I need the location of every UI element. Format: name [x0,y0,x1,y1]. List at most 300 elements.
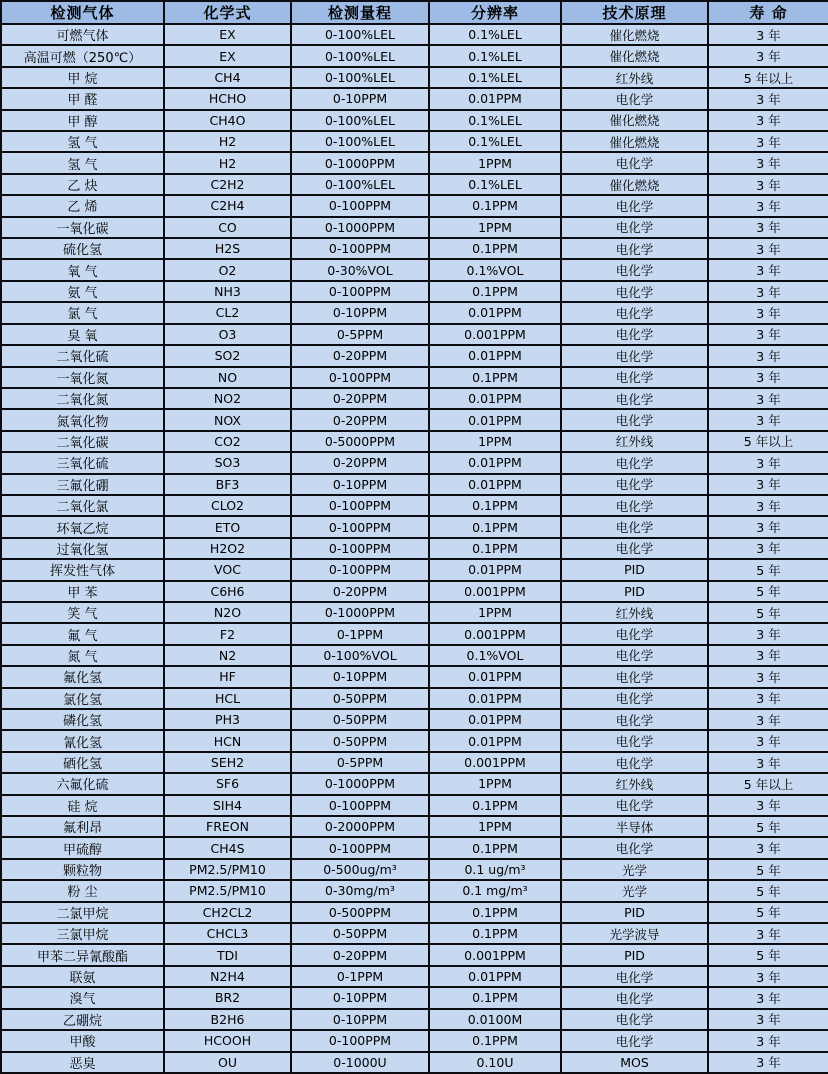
cell-resolution: 0.01PPM [429,559,561,580]
cell-resolution: 0.10U [429,1052,561,1074]
table-row [1,67,828,88]
cell-principle: 电化学 [561,688,708,709]
cell-principle: 半导体 [561,816,708,837]
table-row [1,495,828,516]
cell-gas: 乙硼烷 [1,1009,164,1030]
cell-gas: 氧 气 [1,259,164,280]
cell-resolution: 0.1PPM [429,795,561,816]
cell-resolution: 0.01PPM [429,474,561,495]
table-row [1,1009,828,1030]
header-gas: 检测气体 [1,1,164,24]
cell-range: 0-100%VOL [291,645,429,666]
cell-gas: 可燃气体 [1,24,164,45]
cell-range: 0-1000PPM [291,152,429,173]
cell-formula: TDI [164,944,291,965]
cell-resolution: 0.01PPM [429,452,561,473]
cell-resolution: 0.1PPM [429,516,561,537]
cell-principle: 光学 [561,859,708,880]
cell-resolution: 0.01PPM [429,388,561,409]
cell-resolution: 1PPM [429,431,561,452]
cell-resolution: 0.1 mg/m³ [429,880,561,901]
cell-formula: BF3 [164,474,291,495]
cell-gas: 三氧化硫 [1,452,164,473]
cell-gas: 一氧化碳 [1,217,164,238]
cell-principle: 电化学 [561,88,708,109]
table-row [1,623,828,644]
cell-lifespan: 3 年 [708,110,828,131]
table-row [1,1052,828,1074]
cell-gas: 甲 烷 [1,67,164,88]
cell-resolution: 0.1%VOL [429,259,561,280]
cell-range: 0-10PPM [291,666,429,687]
table-row [1,131,828,152]
cell-range: 0-20PPM [291,345,429,366]
cell-lifespan: 3 年 [708,1009,828,1030]
cell-lifespan: 5 年 [708,816,828,837]
cell-gas: 挥发性气体 [1,559,164,580]
cell-principle: 电化学 [561,538,708,559]
cell-formula: SIH4 [164,795,291,816]
cell-gas: 二氧化氯 [1,495,164,516]
cell-gas: 恶臭 [1,1052,164,1074]
cell-principle: 电化学 [561,388,708,409]
cell-formula: N2H4 [164,966,291,987]
cell-lifespan: 3 年 [708,174,828,195]
cell-resolution: 0.001PPM [429,752,561,773]
cell-lifespan: 3 年 [708,1052,828,1074]
cell-principle: 电化学 [561,966,708,987]
cell-gas: 氢 气 [1,152,164,173]
cell-principle: 电化学 [561,302,708,323]
cell-resolution: 0.001PPM [429,623,561,644]
cell-range: 0-100PPM [291,795,429,816]
cell-principle: 红外线 [561,67,708,88]
cell-lifespan: 3 年 [708,152,828,173]
cell-principle: 电化学 [561,474,708,495]
cell-lifespan: 3 年 [708,666,828,687]
cell-gas: 溴气 [1,987,164,1008]
cell-lifespan: 5 年以上 [708,431,828,452]
cell-principle: 电化学 [561,217,708,238]
cell-formula: NO [164,367,291,388]
cell-formula: ETO [164,516,291,537]
cell-principle: 红外线 [561,773,708,794]
cell-principle: MOS [561,1052,708,1074]
table-row [1,217,828,238]
cell-gas: 氟化氢 [1,666,164,687]
cell-formula: F2 [164,623,291,644]
cell-gas: 氮 气 [1,645,164,666]
cell-lifespan: 3 年 [708,795,828,816]
cell-resolution: 0.0100M [429,1009,561,1030]
cell-resolution: 0.1%LEL [429,67,561,88]
cell-principle: 催化燃烧 [561,131,708,152]
cell-principle: 电化学 [561,516,708,537]
header-resolution: 分辨率 [429,1,561,24]
cell-principle: 电化学 [561,623,708,644]
cell-formula: H2 [164,152,291,173]
cell-lifespan: 3 年 [708,709,828,730]
table-row [1,987,828,1008]
cell-range: 0-5PPM [291,324,429,345]
cell-principle: 电化学 [561,259,708,280]
cell-formula: HF [164,666,291,687]
table-row [1,88,828,109]
table-row [1,966,828,987]
cell-principle: 催化燃烧 [561,110,708,131]
table-row [1,795,828,816]
cell-principle: PID [561,902,708,923]
cell-lifespan: 5 年 [708,902,828,923]
cell-formula: C2H2 [164,174,291,195]
cell-gas: 氟利昂 [1,816,164,837]
table-row [1,281,828,302]
cell-lifespan: 3 年 [708,281,828,302]
cell-gas: 甲酸 [1,1030,164,1051]
cell-resolution: 0.001PPM [429,324,561,345]
cell-range: 0-2000PPM [291,816,429,837]
cell-lifespan: 3 年 [708,324,828,345]
table-row [1,837,828,858]
header-principle: 技术原理 [561,1,708,24]
cell-principle: 电化学 [561,752,708,773]
cell-formula: CO [164,217,291,238]
cell-lifespan: 3 年 [708,409,828,430]
cell-gas: 颗粒物 [1,859,164,880]
cell-lifespan: 5 年 [708,602,828,623]
cell-gas: 二氧化硫 [1,345,164,366]
cell-lifespan: 3 年 [708,688,828,709]
cell-gas: 氨 气 [1,281,164,302]
cell-range: 0-10PPM [291,88,429,109]
cell-formula: SO2 [164,345,291,366]
cell-lifespan: 3 年 [708,837,828,858]
cell-range: 0-100%LEL [291,131,429,152]
cell-formula: CH4S [164,837,291,858]
cell-gas: 乙 炔 [1,174,164,195]
cell-gas: 氮氧化物 [1,409,164,430]
cell-lifespan: 5 年 [708,859,828,880]
cell-resolution: 0.1PPM [429,923,561,944]
table-row [1,45,828,66]
cell-principle: 电化学 [561,987,708,1008]
cell-lifespan: 3 年 [708,645,828,666]
table-row [1,666,828,687]
cell-formula: C6H6 [164,581,291,602]
cell-formula: FREON [164,816,291,837]
cell-range: 0-50PPM [291,730,429,751]
cell-resolution: 0.1%LEL [429,174,561,195]
cell-gas: 硅 烷 [1,795,164,816]
cell-formula: OU [164,1052,291,1074]
table-body [1,24,828,1073]
cell-gas: 甲硫醇 [1,837,164,858]
cell-formula: CLO2 [164,495,291,516]
table-row [1,538,828,559]
table-row [1,645,828,666]
cell-resolution: 0.1PPM [429,902,561,923]
cell-resolution: 0.1PPM [429,281,561,302]
cell-lifespan: 3 年 [708,259,828,280]
cell-principle: 电化学 [561,709,708,730]
cell-range: 0-100PPM [291,538,429,559]
cell-resolution: 0.01PPM [429,409,561,430]
cell-resolution: 0.01PPM [429,88,561,109]
cell-lifespan: 3 年 [708,217,828,238]
cell-resolution: 0.01PPM [429,302,561,323]
cell-resolution: 0.001PPM [429,944,561,965]
cell-gas: 硫化氢 [1,238,164,259]
cell-lifespan: 3 年 [708,516,828,537]
cell-lifespan: 3 年 [708,452,828,473]
table-row [1,452,828,473]
cell-lifespan: 3 年 [708,131,828,152]
cell-lifespan: 5 年 [708,880,828,901]
cell-formula: PH3 [164,709,291,730]
cell-range: 0-5PPM [291,752,429,773]
cell-gas: 笑 气 [1,602,164,623]
cell-lifespan: 3 年 [708,623,828,644]
cell-resolution: 1PPM [429,602,561,623]
table-row [1,345,828,366]
cell-range: 0-1PPM [291,966,429,987]
cell-gas: 二氧化氮 [1,388,164,409]
cell-resolution: 0.01PPM [429,666,561,687]
cell-range: 0-100%LEL [291,24,429,45]
table-row [1,752,828,773]
table-row [1,1030,828,1051]
cell-range: 0-5000PPM [291,431,429,452]
cell-principle: 电化学 [561,666,708,687]
cell-formula: C2H4 [164,195,291,216]
table-row [1,431,828,452]
cell-formula: CO2 [164,431,291,452]
cell-range: 0-100PPM [291,367,429,388]
cell-gas: 臭 氧 [1,324,164,345]
cell-formula: CL2 [164,302,291,323]
cell-range: 0-100%LEL [291,110,429,131]
cell-formula: PM2.5/PM10 [164,859,291,880]
header-row [1,1,828,24]
cell-range: 0-20PPM [291,944,429,965]
cell-gas: 甲苯二异氰酸酯 [1,944,164,965]
cell-range: 0-10PPM [291,1009,429,1030]
cell-resolution: 0.01PPM [429,709,561,730]
cell-formula: SO3 [164,452,291,473]
cell-range: 0-100%LEL [291,45,429,66]
cell-formula: NH3 [164,281,291,302]
cell-resolution: 1PPM [429,816,561,837]
cell-lifespan: 3 年 [708,88,828,109]
cell-resolution: 0.1%LEL [429,45,561,66]
table-row [1,24,828,45]
cell-resolution: 1PPM [429,152,561,173]
cell-range: 0-100PPM [291,559,429,580]
cell-principle: PID [561,581,708,602]
cell-formula: N2 [164,645,291,666]
cell-lifespan: 3 年 [708,966,828,987]
cell-principle: 电化学 [561,367,708,388]
cell-formula: SF6 [164,773,291,794]
table-row [1,880,828,901]
cell-resolution: 0.01PPM [429,688,561,709]
cell-resolution: 1PPM [429,217,561,238]
cell-gas: 硒化氢 [1,752,164,773]
cell-lifespan: 3 年 [708,495,828,516]
cell-principle: 电化学 [561,495,708,516]
cell-gas: 氯 气 [1,302,164,323]
cell-range: 0-1000PPM [291,773,429,794]
cell-principle: 电化学 [561,452,708,473]
cell-formula: HCOOH [164,1030,291,1051]
cell-formula: O2 [164,259,291,280]
cell-lifespan: 3 年 [708,45,828,66]
table-row [1,773,828,794]
cell-formula: BR2 [164,987,291,1008]
cell-range: 0-20PPM [291,409,429,430]
cell-principle: 电化学 [561,1030,708,1051]
cell-resolution: 0.1PPM [429,495,561,516]
cell-range: 0-100PPM [291,195,429,216]
cell-range: 0-100PPM [291,516,429,537]
cell-resolution: 0.1%LEL [429,110,561,131]
header-range: 检测量程 [291,1,429,24]
table-row [1,367,828,388]
cell-principle: 电化学 [561,152,708,173]
cell-formula: CHCL3 [164,923,291,944]
table-row [1,409,828,430]
cell-formula: H2S [164,238,291,259]
cell-gas: 高温可燃（250℃） [1,45,164,66]
cell-resolution: 0.01PPM [429,345,561,366]
cell-resolution: 0.1%VOL [429,645,561,666]
cell-principle: 电化学 [561,281,708,302]
table-row [1,238,828,259]
cell-gas: 三氯甲烷 [1,923,164,944]
cell-resolution: 0.1PPM [429,538,561,559]
cell-formula: SEH2 [164,752,291,773]
cell-gas: 磷化氢 [1,709,164,730]
cell-formula: H2 [164,131,291,152]
cell-resolution: 0.1%LEL [429,24,561,45]
cell-lifespan: 3 年 [708,987,828,1008]
cell-range: 0-100PPM [291,238,429,259]
cell-lifespan: 3 年 [708,923,828,944]
cell-lifespan: 3 年 [708,238,828,259]
cell-lifespan: 3 年 [708,24,828,45]
cell-range: 0-10PPM [291,302,429,323]
cell-principle: 电化学 [561,195,708,216]
cell-formula: H2O2 [164,538,291,559]
cell-principle: 电化学 [561,730,708,751]
cell-principle: 光学 [561,880,708,901]
table-row [1,516,828,537]
cell-gas: 二氧化碳 [1,431,164,452]
table-row [1,816,828,837]
cell-principle: 电化学 [561,409,708,430]
table-row [1,944,828,965]
cell-resolution: 0.1 ug/m³ [429,859,561,880]
cell-lifespan: 3 年 [708,1030,828,1051]
table-row [1,152,828,173]
cell-resolution: 0.01PPM [429,730,561,751]
cell-gas: 甲 醛 [1,88,164,109]
table-row [1,195,828,216]
cell-gas: 环氧乙烷 [1,516,164,537]
cell-gas: 三氟化硼 [1,474,164,495]
cell-resolution: 0.1PPM [429,987,561,1008]
cell-gas: 氯化氢 [1,688,164,709]
cell-range: 0-10PPM [291,474,429,495]
table-row [1,902,828,923]
table-row [1,730,828,751]
cell-formula: HCN [164,730,291,751]
table-row [1,324,828,345]
table-row [1,110,828,131]
table-header [1,1,828,24]
cell-range: 0-20PPM [291,388,429,409]
cell-range: 0-100%LEL [291,174,429,195]
cell-gas: 氰化氢 [1,730,164,751]
cell-range: 0-10PPM [291,987,429,1008]
table-row [1,581,828,602]
cell-resolution: 0.1PPM [429,1030,561,1051]
cell-gas: 联氨 [1,966,164,987]
table-row [1,302,828,323]
cell-gas: 二氯甲烷 [1,902,164,923]
cell-gas: 甲 醇 [1,110,164,131]
cell-principle: 催化燃烧 [561,24,708,45]
table-row [1,559,828,580]
cell-formula: CH4 [164,67,291,88]
cell-lifespan: 3 年 [708,345,828,366]
cell-range: 0-500ug/m³ [291,859,429,880]
cell-gas: 一氧化氮 [1,367,164,388]
cell-principle: 电化学 [561,1009,708,1030]
cell-formula: VOC [164,559,291,580]
cell-lifespan: 3 年 [708,195,828,216]
cell-range: 0-20PPM [291,452,429,473]
cell-gas: 粉 尘 [1,880,164,901]
cell-range: 0-100%LEL [291,67,429,88]
cell-principle: 电化学 [561,837,708,858]
cell-range: 0-500PPM [291,902,429,923]
cell-formula: NO2 [164,388,291,409]
cell-resolution: 0.01PPM [429,966,561,987]
cell-range: 0-100PPM [291,495,429,516]
cell-resolution: 0.1PPM [429,195,561,216]
cell-formula: EX [164,45,291,66]
cell-formula: B2H6 [164,1009,291,1030]
cell-resolution: 0.001PPM [429,581,561,602]
table-row [1,388,828,409]
cell-resolution: 0.1PPM [429,837,561,858]
cell-resolution: 0.1PPM [429,238,561,259]
cell-resolution: 0.1PPM [429,367,561,388]
cell-range: 0-100PPM [291,837,429,858]
cell-principle: 红外线 [561,602,708,623]
cell-formula: HCL [164,688,291,709]
table-row [1,923,828,944]
cell-range: 0-100PPM [291,1030,429,1051]
cell-gas: 氢 气 [1,131,164,152]
cell-principle: 电化学 [561,324,708,345]
cell-range: 0-1PPM [291,623,429,644]
table-row [1,259,828,280]
cell-principle: 红外线 [561,431,708,452]
cell-principle: 电化学 [561,645,708,666]
cell-lifespan: 5 年 [708,944,828,965]
